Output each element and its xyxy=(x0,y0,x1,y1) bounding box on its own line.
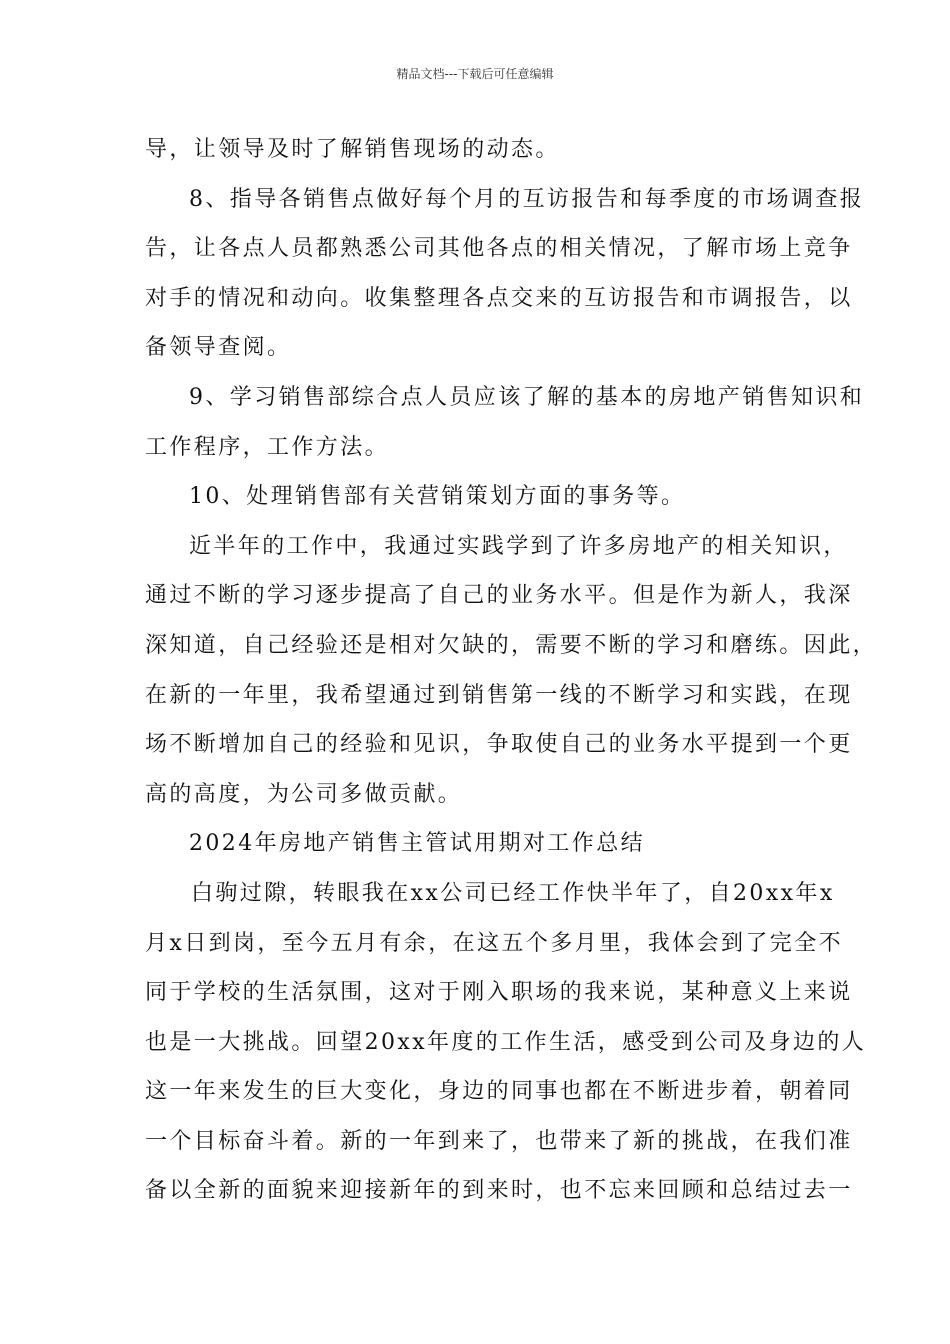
text-line: 8、指导各销售点做好每个月的互访报告和每季度的市场调查报 xyxy=(189,186,865,212)
text-line: 告，让各点人员都熟悉公司其他各点的相关情况，了解市场上竞争 xyxy=(145,236,853,262)
text-line: 备以全新的面貌来迎接新年的到来时，也不忘来回顾和总结过去一 xyxy=(145,1178,853,1204)
text-line: 一个目标奋斗着。新的一年到来了，也带来了新的挑战，在我们准 xyxy=(145,1128,853,1154)
text-line: 也是一大挑战。回望20xx年度的工作生活，感受到公司及身边的人 xyxy=(145,1029,867,1055)
text-line: 在新的一年里，我希望通过到销售第一线的不断学习和实践，在现 xyxy=(145,682,853,708)
section-heading: 2024年房地产销售主管试用期对工作总结 xyxy=(189,831,645,857)
text-line: 高的高度，为公司多做贡献。 xyxy=(145,781,463,807)
text-line: 白驹过隙，转眼我在xx公司已经工作快半年了，自20xx年x xyxy=(191,880,835,906)
text-line: 近半年的工作中，我通过实践学到了许多房地产的相关知识， xyxy=(189,533,848,559)
text-line: 工作程序，工作方法。 xyxy=(145,434,390,460)
text-line: 深知道，自己经验还是相对欠缺的，需要不断的学习和磨练。因此， xyxy=(145,632,878,658)
text-line: 场不断增加自己的经验和见识，争取使自己的业务水平提到一个更 xyxy=(145,732,853,758)
text-line: 通过不断的学习逐步提高了自己的业务水平。但是作为新人，我深 xyxy=(145,583,853,609)
text-line: 这一年来发生的巨大变化，身边的同事也都在不断进步着，朝着同 xyxy=(145,1079,853,1105)
text-line: 备领导查阅。 xyxy=(145,335,292,361)
text-line: 同于学校的生活氛围，这对于刚入职场的我来说，某种意义上来说 xyxy=(145,980,853,1006)
text-line: 导，让领导及时了解销售现场的动态。 xyxy=(145,137,560,162)
text-line: 9、学习销售部综合点人员应该了解的基本的房地产销售知识和 xyxy=(189,384,865,410)
text-line: 10、处理销售部有关营销策划方面的事务等。 xyxy=(189,484,686,510)
text-line: 对手的情况和动向。收集整理各点交来的互访报告和市调报告，以 xyxy=(145,285,853,311)
document-body xyxy=(145,125,878,1216)
page-header: 精品文档---下载后可任意编辑 xyxy=(396,67,554,81)
text-line: 月x日到岗，至今五月有余，在这五个多月里，我体会到了完全不 xyxy=(145,930,844,956)
